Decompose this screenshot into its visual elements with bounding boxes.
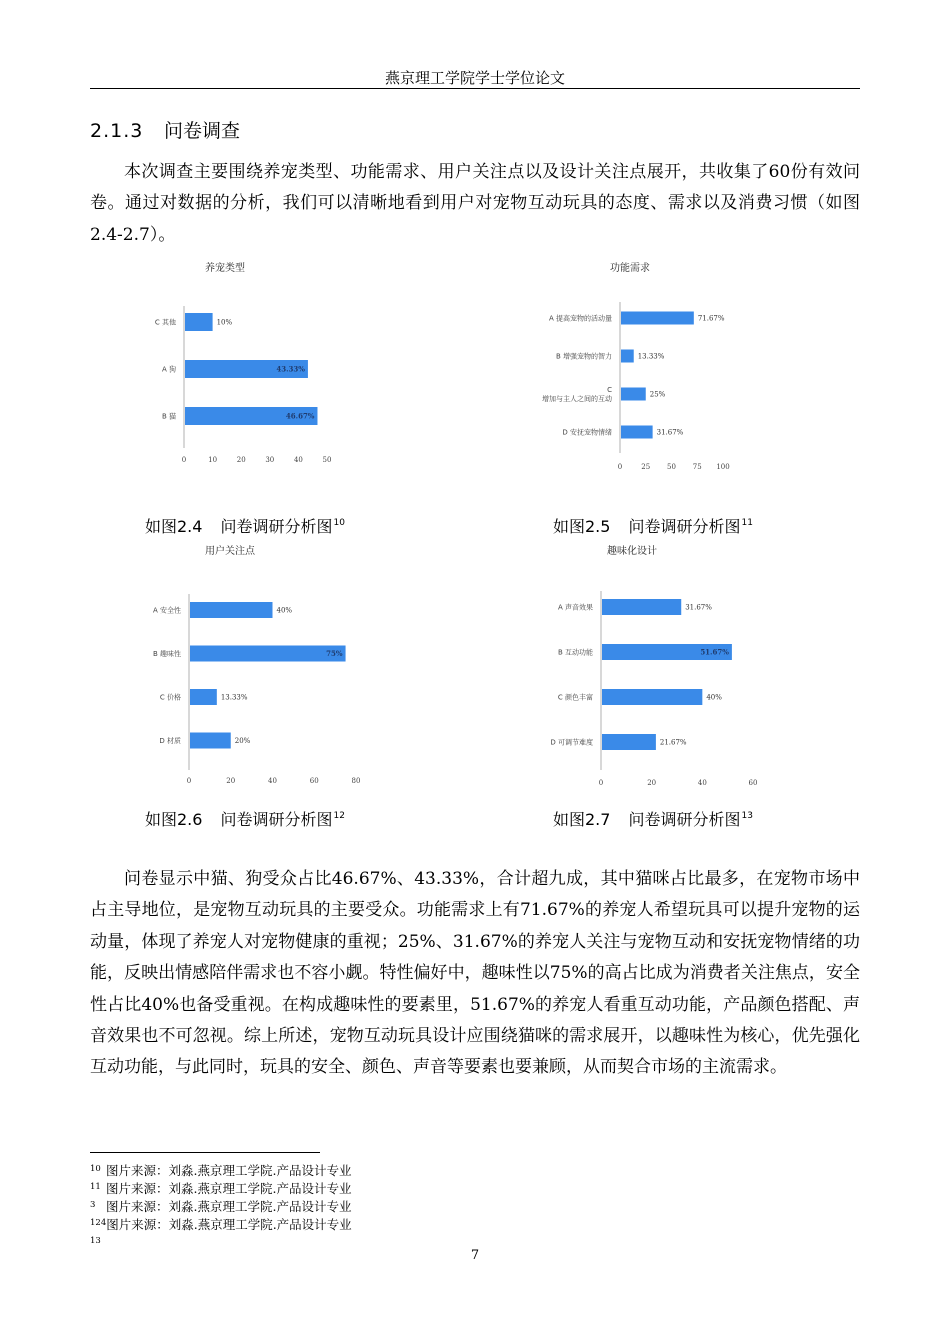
value-label: 31.67% [685, 603, 712, 612]
bar [621, 350, 634, 363]
caption-fig-2-5 [553, 513, 753, 537]
x-tick-label: 50 [667, 463, 676, 471]
category-label-line: A 声音效果 [557, 603, 593, 612]
x-tick-label: 20 [226, 777, 236, 785]
value-label: 51.67% [700, 647, 729, 657]
x-tick-label: 40 [293, 456, 303, 464]
category-label-line: 增加与主人之间的互动 [542, 395, 612, 403]
caption-text: 问卷调研分析图 [628, 810, 741, 829]
category-label-line: A 提高宠物的活动量 [548, 314, 612, 323]
caption-text: 问卷调研分析图 [220, 517, 333, 536]
chart-user-concerns [140, 543, 370, 788]
page-header-title: 燕京理工学院学士学位论文 [384, 69, 565, 87]
footnote [90, 1179, 352, 1197]
value-label: 46.67% [285, 411, 315, 421]
caption-footnote-mark: 10 [333, 518, 345, 528]
category-label-line: C 价格 [159, 693, 181, 702]
x-tick-label: 0 [598, 779, 604, 787]
value-label: 10% [216, 318, 233, 327]
caption-fig-2-4 [145, 513, 345, 537]
value-label: 40% [276, 606, 293, 615]
footnote-mark: 10 [90, 1164, 101, 1174]
category-label-line: D 可调节难度 [550, 738, 593, 747]
analysis-paragraph: 问卷显示中猫、狗受众占比46.67%、43.33%，合计超九成，其中猫咪占比最多，在宠物市场中占主导地位，是宠物互动玩具的主要受众。功能需求上有71.67%的养宠人希望玩具可以提升宠物的运动量，体现了养宠人对宠物健康的重视；25%、31.67%的养宠人关注与宠物互动和安抚宠物情绪的功能，反映出情感陪伴需求也不容小觑。特性偏好中，趣味性以75%的高占比成为消费者关注焦点，安全性占比40%也备受重视。在构成趣味性的要素里，51.67%的养宠人看重互动功能，产品颜色搭配、声音效果也不可忽视。综上所述，宠物互动玩具设计应围绕猫咪的需求展开，以趣味性为核心，优先强化互动功能，与此同时，玩具的安全、颜色、声音等要素也要兼顾，从而契合市场的主流需求。 [90, 869, 860, 1078]
footnote-mark: 13 [90, 1236, 101, 1246]
section-number: 2.1.3 [90, 120, 144, 142]
x-tick-label: 60 [309, 777, 319, 785]
bar [621, 388, 646, 401]
x-tick-label: 60 [748, 779, 758, 787]
category-label [162, 365, 176, 374]
category-label-line: C 其他 [154, 318, 176, 327]
chart-pet-type [140, 258, 340, 473]
bar [190, 733, 231, 749]
category-label-line: B 猫 [161, 412, 176, 421]
caption-fig-2-7 [553, 806, 753, 830]
chart-title: 功能需求 [610, 263, 650, 274]
x-tick-label: 10 [208, 456, 218, 464]
bar [185, 313, 213, 331]
caption-text: 问卷调研分析图 [220, 810, 333, 829]
category-label [550, 738, 593, 747]
bar [602, 734, 656, 750]
x-tick-label: 40 [268, 777, 277, 785]
category-label-line: B 增强宠物的智力 [555, 352, 612, 361]
x-tick-label: 0 [617, 463, 623, 471]
x-tick-label: 25 [641, 463, 651, 471]
category-label [542, 386, 612, 403]
value-label: 31.67% [656, 428, 684, 437]
section-heading [90, 118, 240, 144]
caption-figure-number: 如图2.6 [145, 810, 203, 829]
footnote-text: 图片来源：刘淼.燕京理工学院.产品设计专业 [106, 1163, 352, 1178]
x-tick-label: 75 [692, 463, 702, 471]
category-label-line: A 安全性 [152, 606, 181, 615]
bar [190, 602, 273, 618]
bar [621, 426, 653, 439]
category-label [155, 318, 176, 327]
chart-fun-design-svg [530, 543, 770, 788]
footnote [90, 1161, 352, 1179]
x-tick-label: 40 [697, 779, 707, 787]
footnote-mark: 3 [90, 1200, 96, 1210]
category-label [153, 606, 181, 615]
chart-pet-type-svg [140, 258, 340, 473]
chart-title: 养宠类型 [205, 263, 245, 274]
section-title: 问卷调查 [164, 120, 241, 142]
category-label [162, 412, 176, 421]
footnote-text: 图片来源：刘淼.燕京理工学院.产品设计专业 [106, 1199, 352, 1214]
caption-figure-number: 如图2.7 [553, 810, 611, 829]
category-label-line: B 趣味性 [152, 650, 181, 658]
caption-footnote-mark: 12 [333, 811, 345, 821]
category-label [558, 648, 593, 657]
category-label [558, 603, 593, 612]
page-number: 7 [470, 1248, 480, 1263]
footnote [90, 1215, 352, 1233]
category-label [153, 649, 181, 658]
category-label [556, 352, 612, 361]
intro-paragraph: 本次调查主要围绕养宠类型、功能需求、用户关注点以及设计关注点展开，共收集了60份有效问卷。通过对数据的分析，我们可以清晰地看到用户对宠物互动玩具的态度、需求以及消费习惯（如图2.4-2.7）。 [90, 162, 860, 245]
caption-text: 问卷调研分析图 [628, 517, 741, 536]
footnote-text: 图片来源：刘淼.燕京理工学院.产品设计专业 [106, 1181, 352, 1196]
category-label-line: D 安抚宠物情绪 [562, 428, 612, 437]
category-label [159, 736, 181, 745]
chart-function-needs [530, 258, 740, 473]
category-label [549, 314, 612, 323]
footnote [90, 1197, 352, 1215]
footnote-rule [90, 1152, 320, 1153]
value-label: 75% [326, 649, 343, 658]
category-label-line: B 互动功能 [557, 648, 593, 657]
x-tick-label: 100 [716, 463, 730, 471]
category-label-line: C [607, 386, 612, 394]
footnote-mark: 124 [90, 1218, 107, 1228]
bar [190, 689, 217, 705]
footnote-mark: 11 [90, 1182, 101, 1192]
category-label-line: A 狗 [161, 365, 176, 374]
x-tick-label: 0 [181, 456, 187, 464]
value-label: 21.67% [659, 738, 687, 747]
footnote-text: 图片来源：刘淼.燕京理工学院.产品设计专业 [106, 1217, 352, 1232]
bar [602, 599, 681, 615]
value-label: 13.33% [637, 352, 665, 361]
category-label [160, 693, 181, 702]
chart-user-concerns-svg [140, 543, 370, 788]
x-tick-label: 50 [322, 456, 332, 464]
caption-fig-2-6 [145, 806, 345, 830]
chart-title: 用户关注点 [205, 546, 255, 557]
category-label [558, 693, 593, 702]
x-tick-label: 0 [186, 777, 192, 785]
chart-fun-design [530, 543, 770, 788]
value-label: 13.33% [220, 693, 248, 702]
header-rule [90, 88, 860, 89]
bar [621, 312, 694, 325]
category-label [562, 428, 612, 437]
x-tick-label: 20 [236, 456, 246, 464]
x-tick-label: 20 [647, 779, 657, 787]
bar [190, 646, 346, 662]
value-label: 43.33% [276, 364, 305, 374]
chart-function-needs-svg [530, 258, 740, 473]
category-label-line: C 颜色丰富 [557, 693, 593, 702]
category-label-line: D 材质 [159, 737, 181, 745]
x-tick-label: 30 [265, 456, 275, 464]
caption-footnote-mark: 11 [741, 518, 753, 528]
caption-figure-number: 如图2.4 [145, 517, 203, 536]
value-label: 25% [649, 390, 666, 399]
bar [602, 689, 702, 705]
value-label: 40% [706, 693, 722, 702]
footnotes [90, 1161, 352, 1251]
value-label: 20% [234, 737, 251, 745]
chart-title: 趣味化设计 [607, 546, 657, 557]
caption-footnote-mark: 13 [741, 811, 753, 821]
caption-figure-number: 如图2.5 [553, 517, 611, 536]
x-tick-label: 80 [351, 777, 361, 785]
value-label: 71.67% [697, 314, 725, 323]
